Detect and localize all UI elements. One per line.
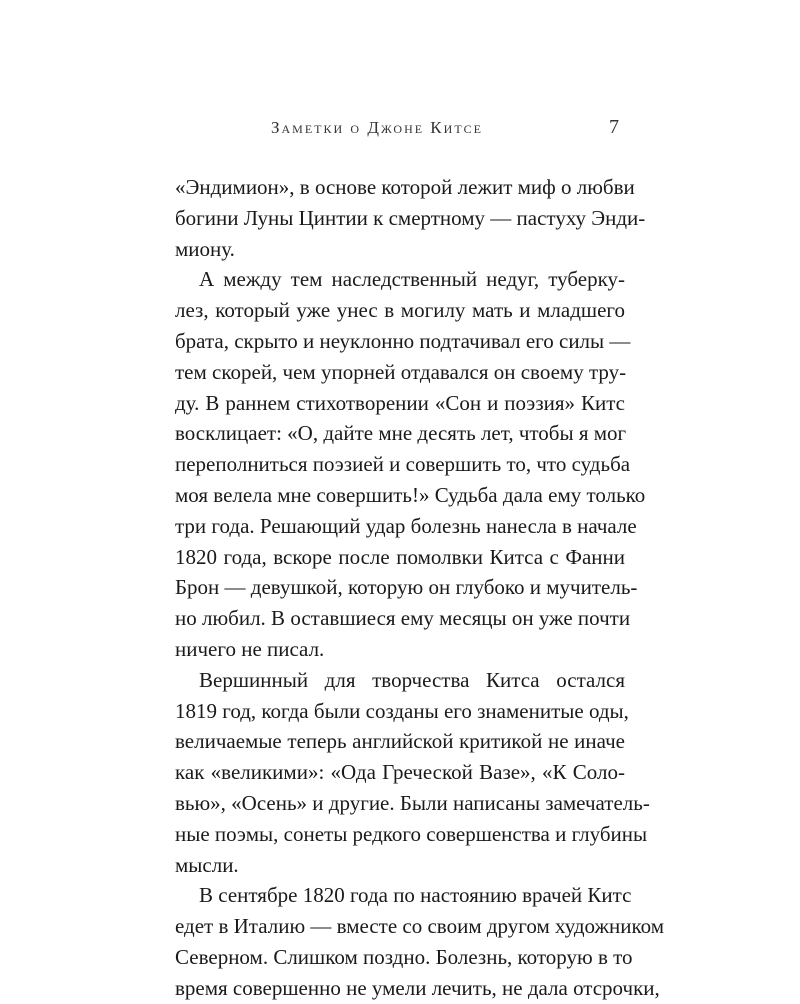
text-line: мысли. xyxy=(175,852,239,877)
text-line: лез, который уже унес в могилу мать и младшего xyxy=(175,298,625,323)
page-number: 7 xyxy=(609,116,619,138)
text-line: А между тем наследственный недуг, туберку- xyxy=(199,267,625,292)
text-line: 1820 года, вскоре после помолвки Китса с Фанни xyxy=(175,544,625,569)
text-line: но любил. В оставшиеся ему месяцы он уже почти xyxy=(175,606,631,631)
text-line: миону. xyxy=(175,236,235,261)
text-line: богини Луны Цинтии к смертному — пастуху Энди- xyxy=(175,205,646,230)
body-text xyxy=(175,172,665,1004)
text-line: восклицает: «О, дайте мне десять лет, чтобы я мог xyxy=(175,421,627,446)
text-line: В сентябре 1820 года по настоянию врачей Китс xyxy=(199,883,632,908)
paragraph xyxy=(175,264,646,664)
paragraph xyxy=(175,880,665,1003)
text-line: величаемые теперь английской критикой не иначе xyxy=(175,729,625,754)
text-line: брата, скрыто и неуклонно подтачивал его силы — xyxy=(175,328,631,353)
text-line: Северном. Слишком поздно. Болезнь, которую в то xyxy=(175,944,633,969)
text-line: тем скорей, чем упорней отдавался он своему тру- xyxy=(175,359,627,384)
running-head xyxy=(175,118,625,148)
running-title: Заметки о Джоне Китсе xyxy=(271,118,483,137)
text-line: переполниться поэзией и совершить то, что судьба xyxy=(175,452,631,477)
paragraph xyxy=(175,665,650,881)
text-line: ные поэмы, сонеты редкого совершенства и глубины xyxy=(175,821,648,846)
text-line: ничего не писал. xyxy=(175,636,325,661)
text-line: как «великими»: «Ода Греческой Вазе», «К Соло- xyxy=(175,760,625,785)
text-line: время совершенно не умели лечить, не дала отсрочки, xyxy=(175,975,660,1000)
text-line: Вершинный для творчества Китса остался xyxy=(199,667,625,692)
text-line: «Эндимион», в основе которой лежит миф о любви xyxy=(175,175,635,199)
text-line: едет в Италию — вместе со своим другом художником xyxy=(175,914,665,939)
text-line: ду. В раннем стихотворении «Сон и поэзия» Китс xyxy=(175,390,625,415)
text-line: моя велела мне совершить!» Судьба дала ему только xyxy=(175,482,646,507)
paragraph xyxy=(175,172,646,264)
text-line: три года. Решающий удар болезнь нанесла в начале xyxy=(175,513,637,538)
text-line: Брон — девушкой, которую он глубоко и мучитель- xyxy=(175,575,638,600)
text-line: 1819 год, когда были созданы его знаменитые оды, xyxy=(175,698,629,723)
text-line: вью», «Осень» и другие. Были написаны замечатель- xyxy=(175,790,650,815)
